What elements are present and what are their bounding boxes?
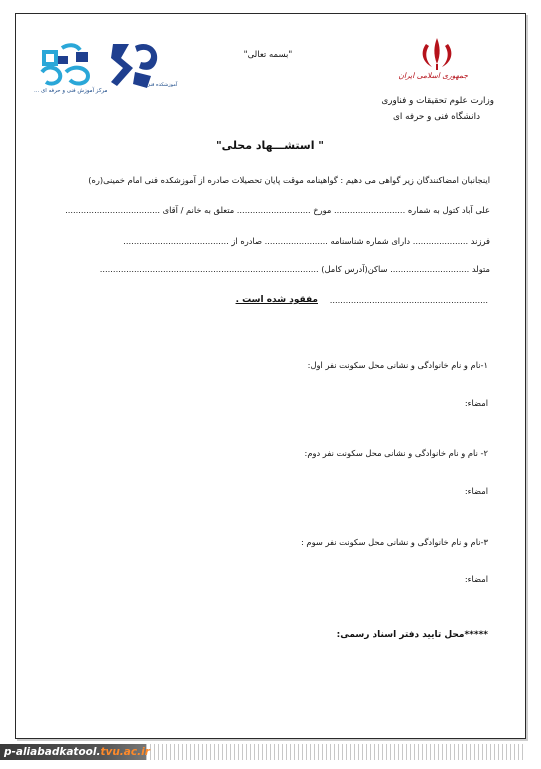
witness-1-label: ۱-نام و نام خانوادگی و نشانی محل سکونت نفر اول:	[307, 360, 488, 370]
footer-site-suffix: tvu.ac.ir	[100, 746, 150, 758]
emblem-caption: جمهوری اسلامی ایران	[398, 71, 468, 80]
intro-text: اینجانبان امضاکنندگان زیر گواهی می دهیم : گواهینامه موقت پایان تحصیلات صادره از آموزشکده فنی امام خمینی(ره)	[88, 175, 490, 185]
left-logo-caption: مرکز آموزش فنی و حرفه ای ...	[34, 88, 108, 94]
university-name: دانشگاه فنی و حرفه ای	[393, 112, 480, 122]
footer-site-link[interactable]	[4, 744, 150, 760]
form-line-1: علی آباد کتول به شماره ........................... مورخ ............................ متعلق به خانم / آقای ....................................	[65, 205, 490, 215]
witness-2-label: ۲- نام و نام خانوادگی و نشانی محل سکونت نفر دوم:	[304, 448, 488, 458]
missing-label: مفقود شده است .	[235, 295, 318, 305]
mid-logo-caption: آموزشکده فنی ...	[140, 82, 178, 88]
witness-3-label: ۳-نام و نام خانوادگی و نشانی محل سکونت نفر سوم :	[301, 537, 488, 547]
footer-stripes	[146, 744, 526, 760]
page-title: " استشـــهاد محلی"	[215, 139, 325, 152]
witness-2-signature: امضاء:	[464, 486, 488, 496]
bismillah: "بسمه تعالی"	[243, 50, 293, 60]
missing-dots: ............................................................	[329, 295, 488, 305]
witness-3-signature: امضاء:	[464, 574, 488, 584]
witness-1-signature: امضاء:	[464, 398, 488, 408]
ministry-name: وزارت علوم تحقیقات و فناوری	[381, 96, 494, 106]
footer-site-prefix: p-aliabadkatool.	[4, 746, 101, 758]
form-line-3: متولد .............................. ساکن(آدرس کامل) ...................................................................................	[99, 264, 490, 274]
form-line-2: فرزند ..................... دارای شماره شناسنامه ........................ صادره از ........................................	[123, 236, 490, 246]
university-logo-icon	[36, 42, 96, 92]
notary-line: *****محل تایید دفتر اسناد رسمی:	[336, 630, 488, 640]
